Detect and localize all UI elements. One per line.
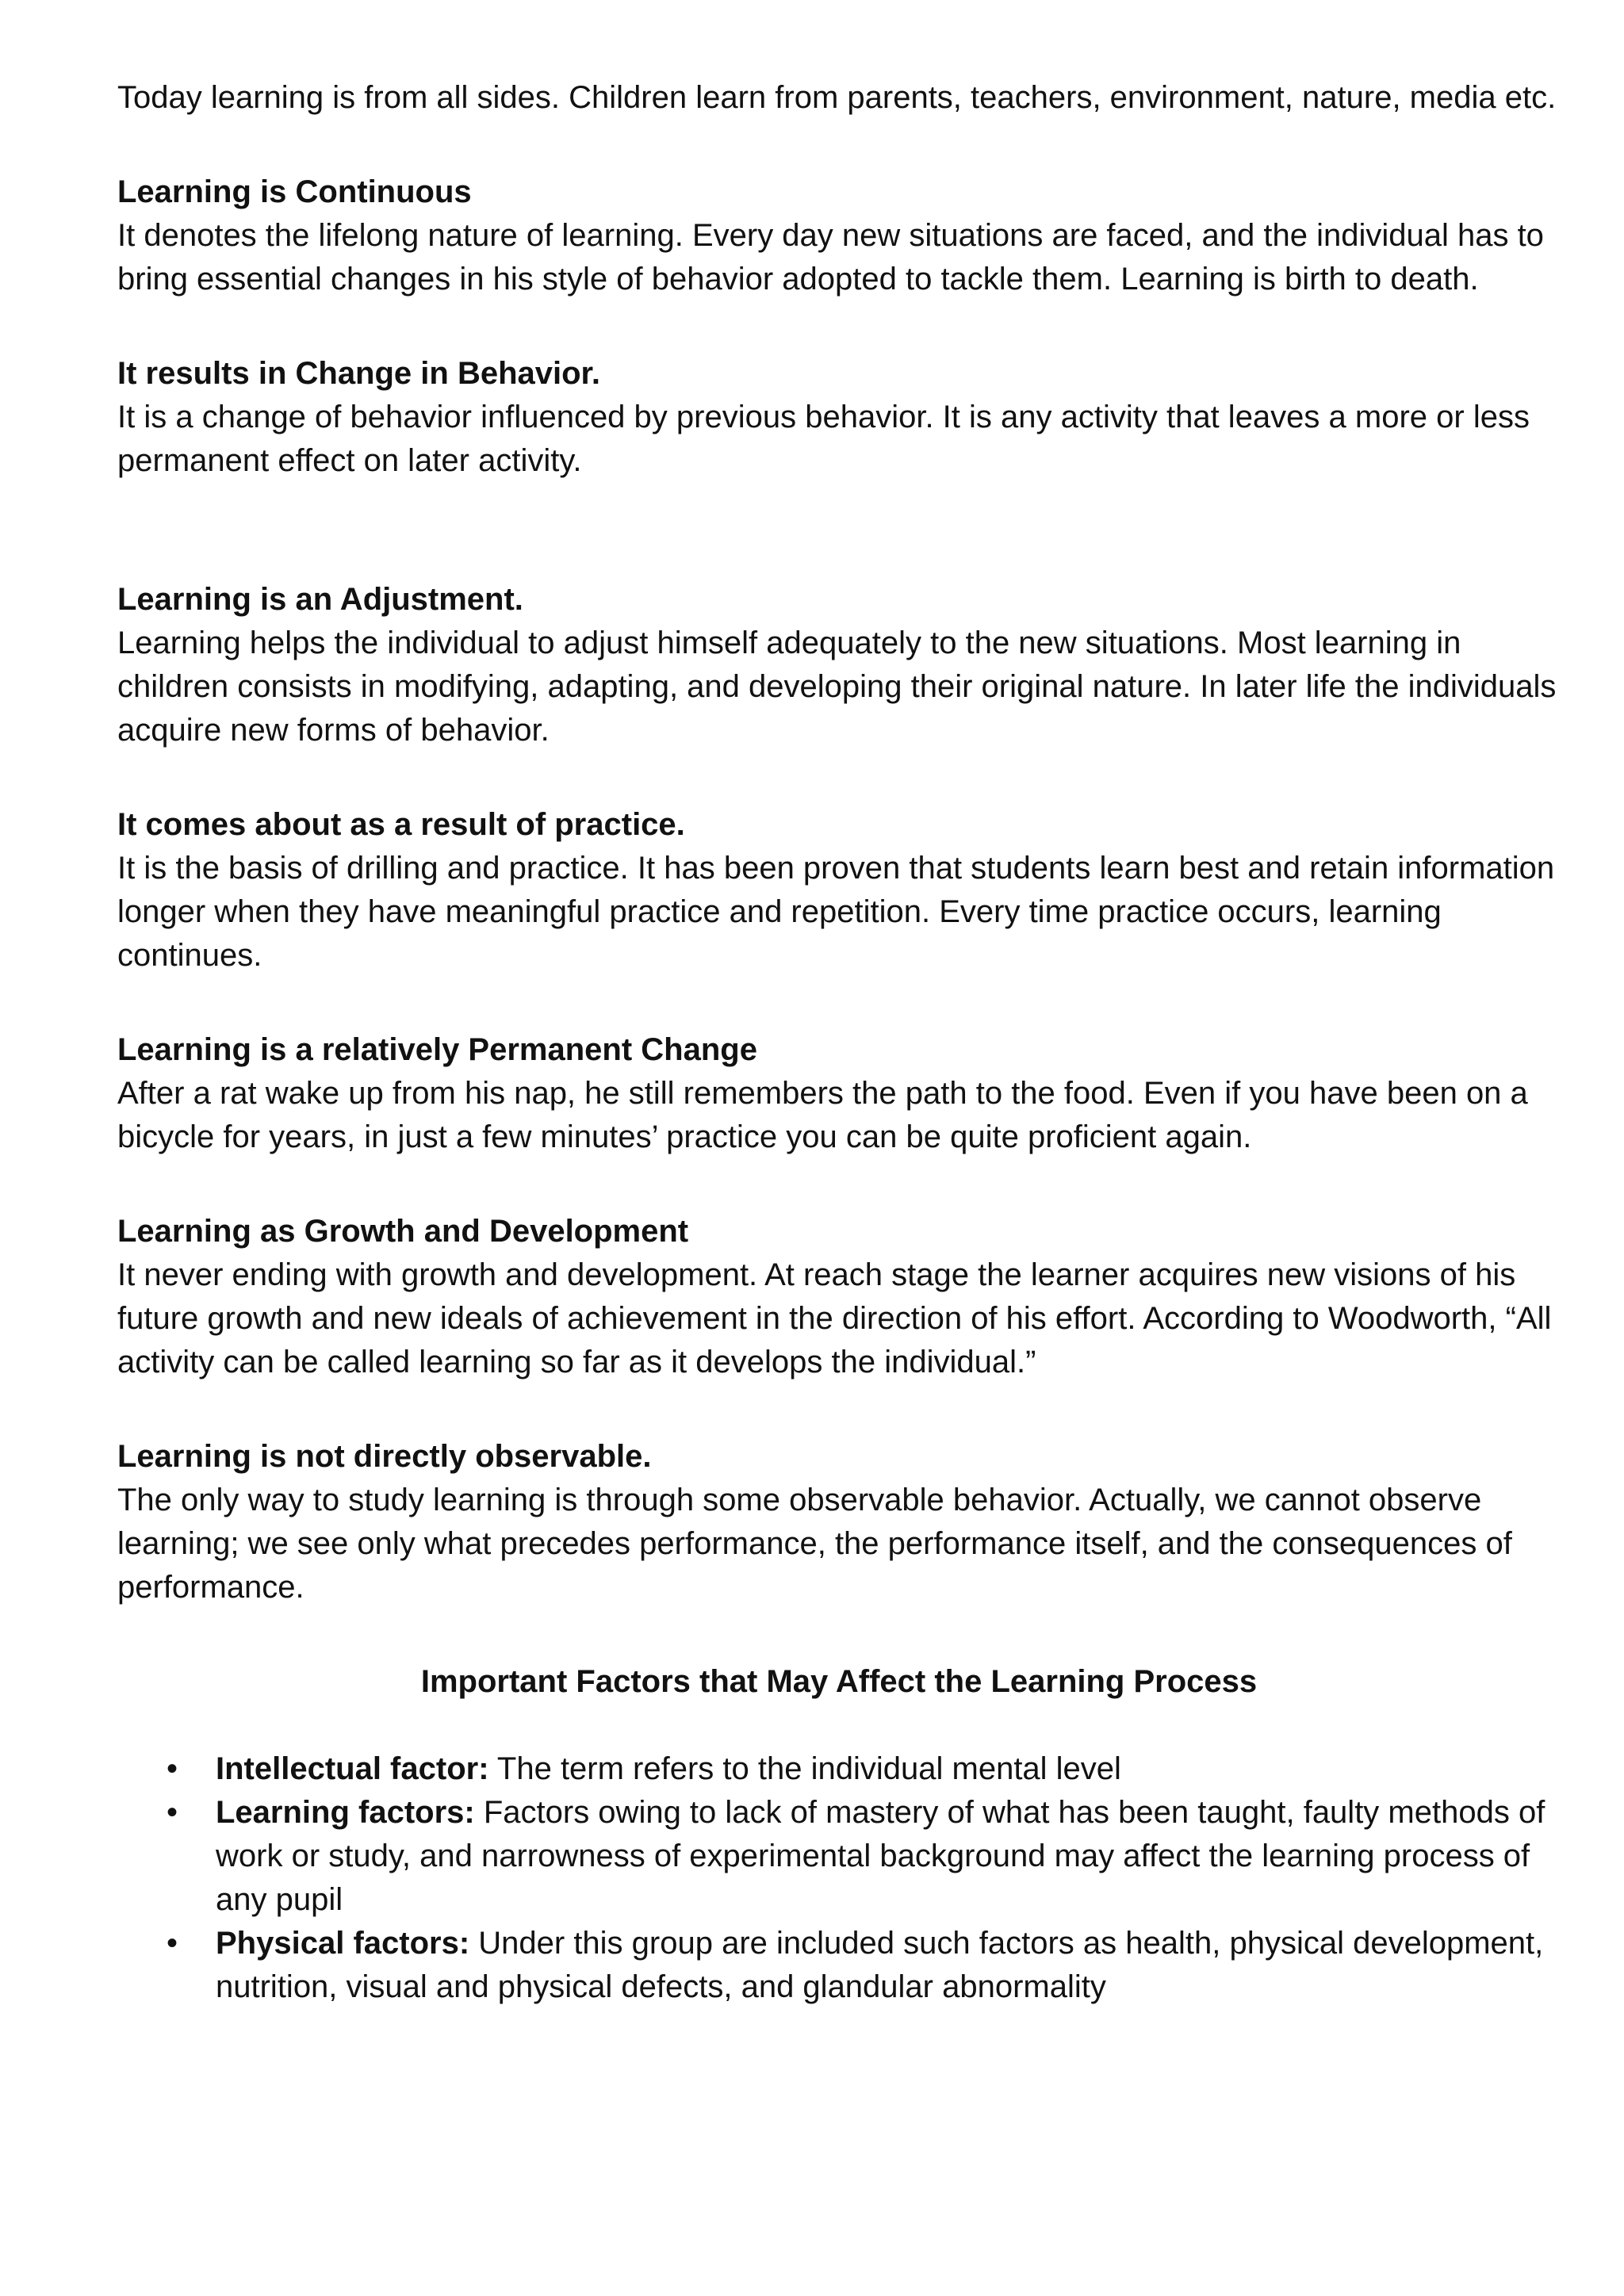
section-body: It never ending with growth and development. At reach stage the learner acquires new visions of his future growth and new ideals of achievement in the direction of his effort. According to Woodworth, “All activity can be called learning so far as it develops the individual.” (117, 1257, 1552, 1380)
section-heading: Learning is an Adjustment. (117, 582, 523, 617)
section-continuous (117, 170, 1561, 301)
section-body: After a rat wake up from his nap, he still remembers the path to the food. Even if you have been on a bicycle for years, in just a few minutes’ practice you can be quite proficient again. (117, 1076, 1528, 1154)
factor-text: Under this group are included such factors as health, physical development, nutrition, visual and physical defects, and glandular abnormality (216, 1926, 1544, 2004)
factors-list (117, 1747, 1561, 2009)
section-heading: It comes about as a result of practice. (117, 807, 685, 842)
section-permanent-change (117, 1028, 1561, 1159)
intro-paragraph: Today learning is from all sides. Children learn from parents, teachers, environment, nature, media etc. (117, 80, 1557, 115)
section-change-in-behavior (117, 352, 1561, 483)
section-heading: Learning is not directly observable. (117, 1439, 652, 1474)
factor-text: Factors owing to lack of mastery of what has been taught, faulty methods of work or study, and narrowness of experimental background may affect the learning process of any pupil (216, 1795, 1545, 1917)
section-adjustment (117, 578, 1561, 752)
section-growth-development (117, 1210, 1561, 1384)
section-not-observable (117, 1435, 1561, 1609)
section-body: It is a change of behavior influenced by previous behavior. It is any activity that leaves a more or less permanent effect on later activity. (117, 400, 1530, 478)
bullet-icon: • (167, 1795, 178, 1830)
factor-term: Intellectual factor: (216, 1751, 489, 1786)
section-practice (117, 803, 1561, 978)
section-body: Learning helps the individual to adjust himself adequately to the new situations. Most learning in children consists in modifying, adapting, and developing their original nature. In later life the individuals acquire new forms of behavior. (117, 626, 1557, 748)
section-body: The only way to study learning is through some observable behavior. Actually, we cannot observe learning; we see only what precedes performance, the performance itself, and the consequences of performance. (117, 1483, 1512, 1605)
section-heading: Learning is Continuous (117, 174, 472, 209)
bullet-icon: • (167, 1926, 178, 1961)
section-heading: Learning as Growth and Development (117, 1214, 689, 1249)
section-body: It is the basis of drilling and practice. It has been proven that students learn best and retain information longer when they have meaningful practice and repetition. Every time practice occurs, learning continues. (117, 851, 1555, 973)
section-heading: It results in Change in Behavior. (117, 356, 601, 391)
factor-term: Learning factors: (216, 1795, 475, 1830)
list-item (167, 1791, 1561, 1922)
factor-text: The term refers to the individual mental level (488, 1751, 1121, 1786)
section-body: It denotes the lifelong nature of learning. Every day new situations are faced, and the individual has to bring essential changes in his style of behavior adopted to tackle them. Learning is birth to death. (117, 218, 1544, 297)
list-item (167, 1747, 1561, 1791)
factor-term: Physical factors: (216, 1926, 470, 1961)
factors-title: Important Factors that May Affect the Learning Process (420, 1664, 1258, 1699)
section-heading: Learning is a relatively Permanent Change (117, 1032, 757, 1067)
bullet-icon: • (167, 1751, 178, 1786)
list-item (167, 1922, 1561, 2009)
document-page (117, 76, 1561, 2009)
